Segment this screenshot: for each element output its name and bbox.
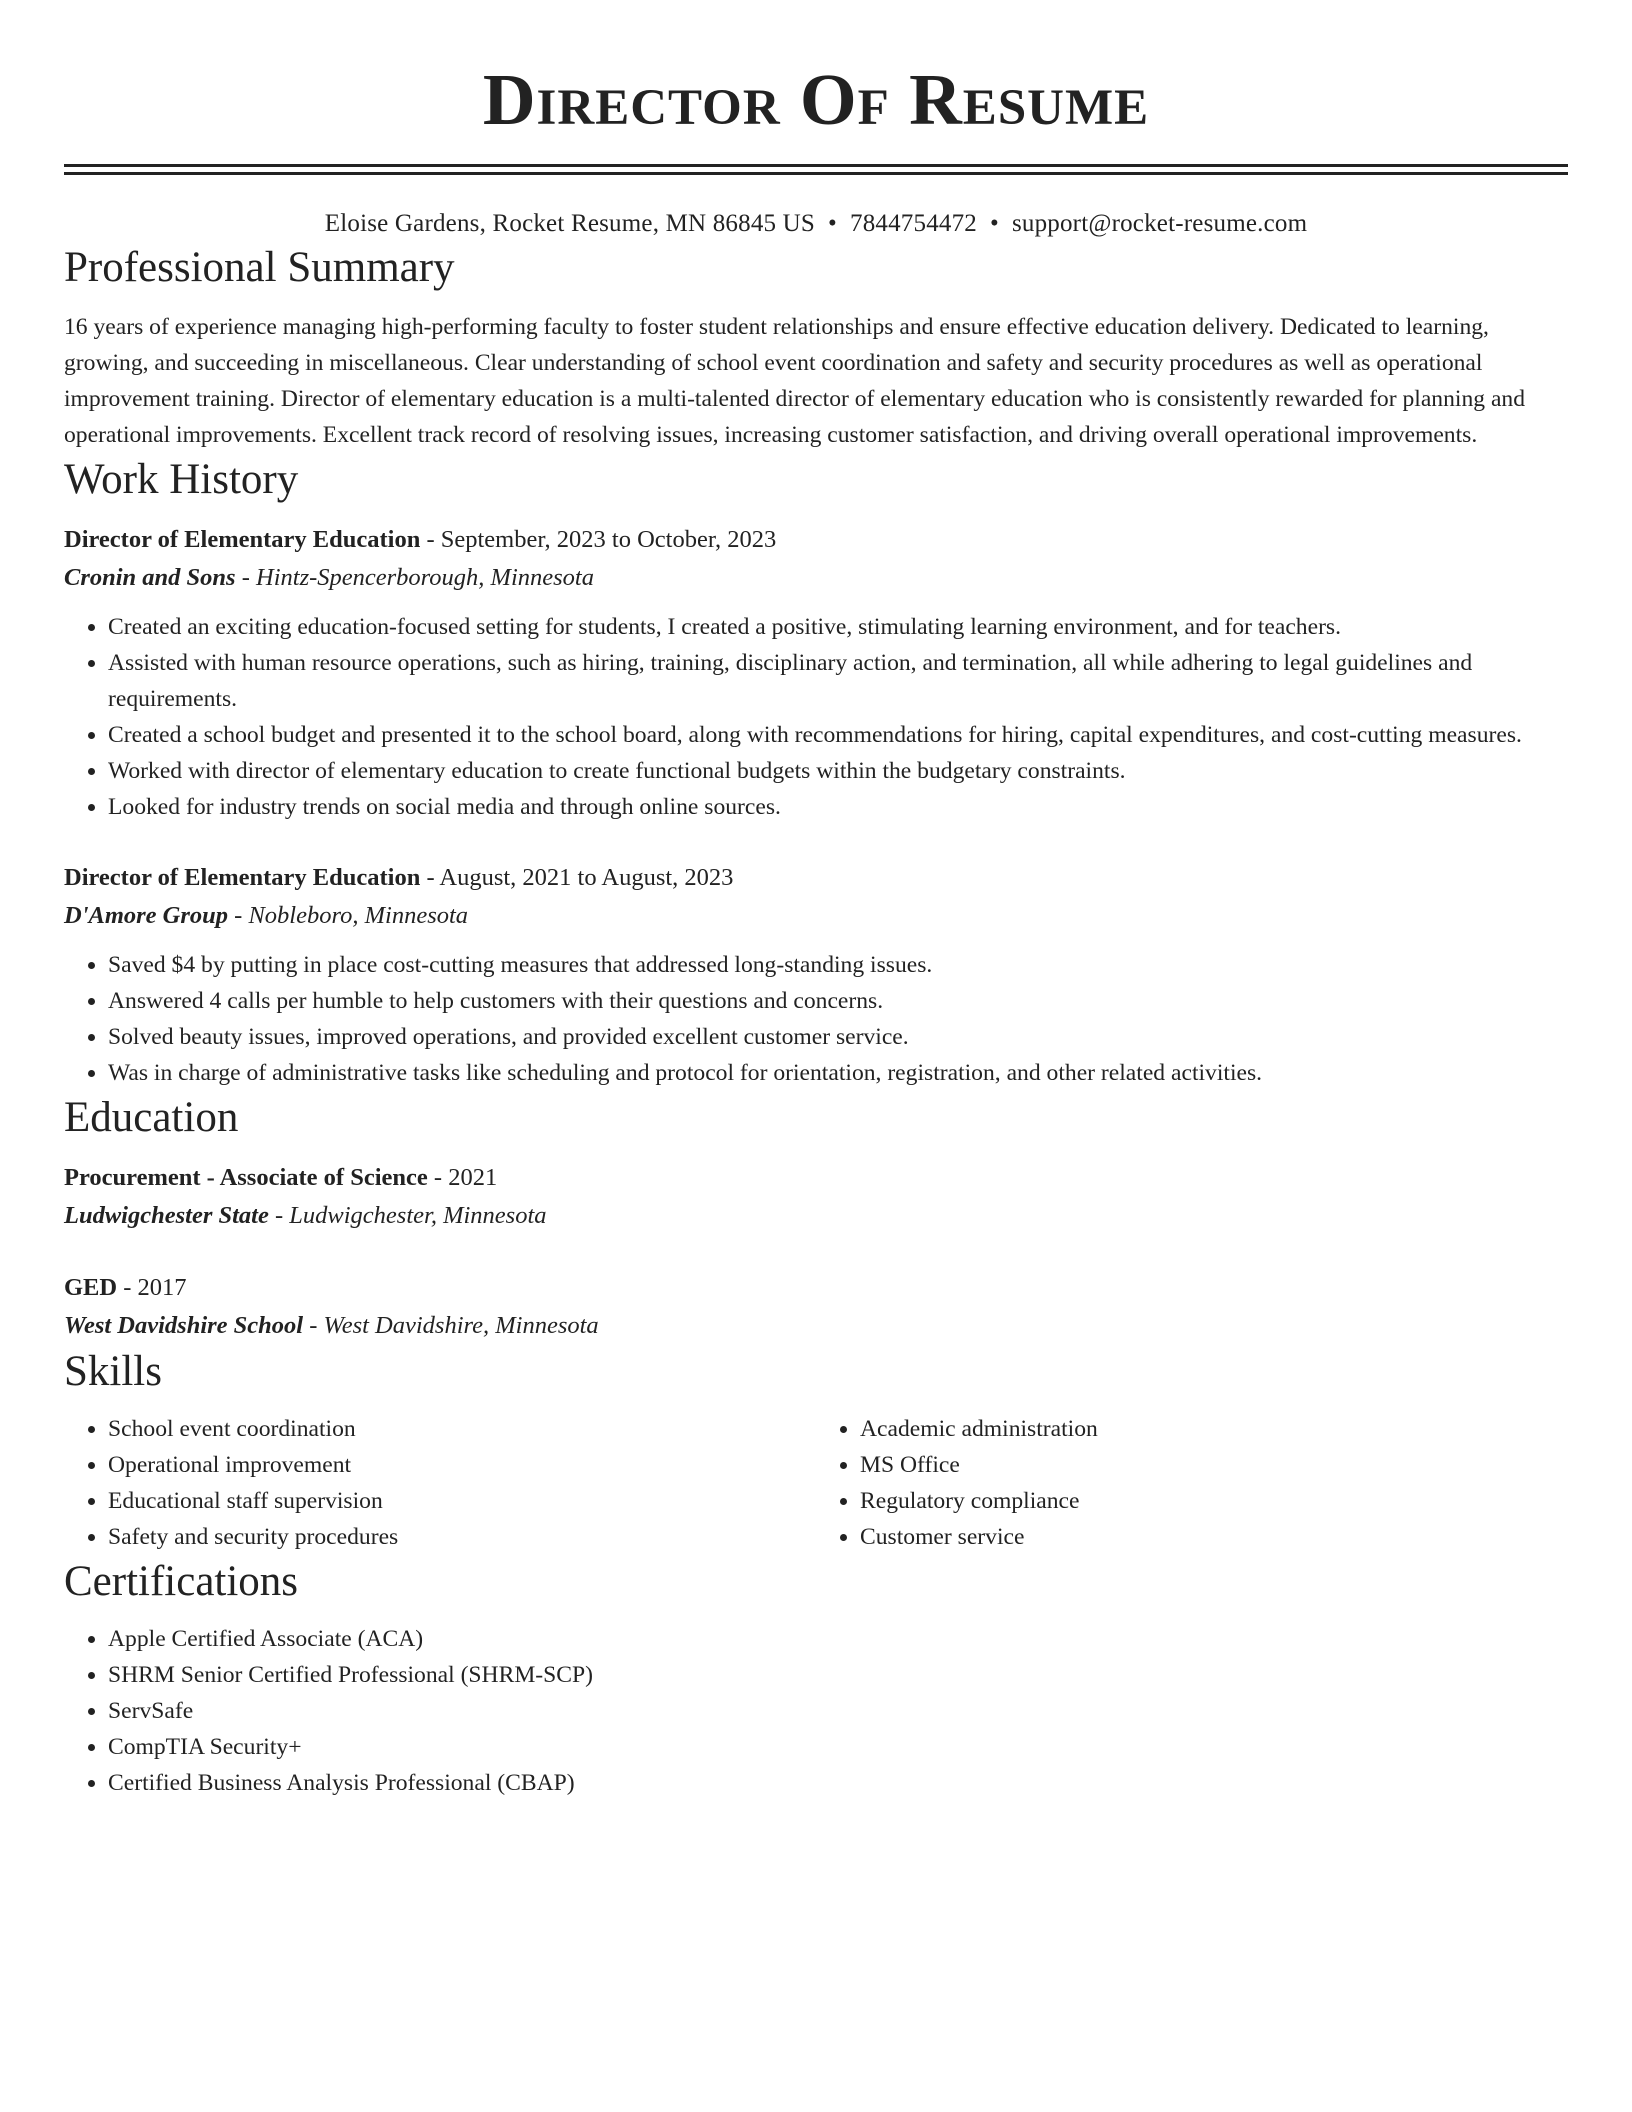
job-entry <box>64 521 1568 825</box>
section-title-skills: Skills <box>64 1348 162 1395</box>
education-entry <box>64 1159 1568 1235</box>
education-school: West Davidshire School <box>64 1312 304 1339</box>
list-item: • Solved beauty issues, improved operations, and provided excellent customer service. <box>108 1019 1568 1055</box>
job-company: Cronin and Sons <box>64 564 236 591</box>
list-item: • SHRM Senior Certified Professional (SHRM-SCP) <box>108 1657 1568 1693</box>
section-title-summary: Professional Summary <box>64 244 455 291</box>
job-bullets <box>64 609 1568 825</box>
list-item: • ServSafe <box>108 1693 1568 1729</box>
job-company: D'Amore Group <box>64 902 229 929</box>
job-title-line <box>64 521 1568 559</box>
job-entry <box>64 859 1568 1091</box>
list-item: • Educational staff supervision <box>108 1483 816 1519</box>
list-item: • Created a school budget and presented it to the school board, along with recommendations for hiring, capital expenditures, and cost-cutting measures. <box>108 717 1568 753</box>
job-bullets <box>64 947 1568 1091</box>
list-item: • School event coordination <box>108 1411 816 1447</box>
summary-text: 16 years of experience managing high-performing faculty to foster student relationships and ensure effective education delivery. Dedicated to learning, growing, and succeeding in miscellaneous. Clear understanding of school event coordination and safety and security procedures as well as operational improvement training. Director of elementary education is a multi-talented director of elementary education who is consistently rewarded for planning and operational improvements. Excellent track record of resolving issues, increasing customer satisfaction, and driving overall operational improvements. <box>64 314 1526 448</box>
job-location: - Nobleboro, Minnesota <box>228 902 469 929</box>
list-item: • Answered 4 calls per humble to help customers with their questions and concerns. <box>108 983 1568 1019</box>
education-school-line <box>64 1197 1568 1235</box>
education-location: - West Davidshire, Minnesota <box>303 1312 599 1339</box>
job-role: Director of Elementary Education <box>64 864 421 891</box>
contact-email: support@rocket-resume.com <box>1011 210 1308 237</box>
contact-phone: 7844754472 <box>850 210 977 237</box>
list-item: • Customer service <box>860 1519 1568 1555</box>
list-item: • Was in charge of administrative tasks like scheduling and protocol for orientation, registration, and other related activities. <box>108 1055 1568 1091</box>
list-item: • MS Office <box>860 1447 1568 1483</box>
section-title-certifications: Certifications <box>64 1558 299 1605</box>
education-degree: Procurement - Associate of Science <box>64 1164 428 1191</box>
list-item: • Saved $4 by putting in place cost-cutting measures that addressed long-standing issues. <box>108 947 1568 983</box>
list-item: • Created an exciting education-focused setting for students, I created a positive, stimulating learning environment, and for teachers. <box>108 609 1568 645</box>
list-item: • Certified Business Analysis Professional (CBAP) <box>108 1765 1568 1801</box>
education-location: - Ludwigchester, Minnesota <box>268 1202 547 1229</box>
list-item: • CompTIA Security+ <box>108 1729 1568 1765</box>
contact-line <box>64 207 1568 241</box>
contact-separator: • <box>828 210 837 237</box>
contact-address: Eloise Gardens, Rocket Resume, MN 86845 US <box>324 210 816 237</box>
job-dates: - September, 2023 to October, 2023 <box>420 526 777 553</box>
education-year: - 2021 <box>427 1164 498 1191</box>
contact-separator: • <box>990 210 999 237</box>
education-school: Ludwigchester State <box>64 1202 269 1229</box>
section-title-education: Education <box>64 1094 239 1141</box>
list-item: • Looked for industry trends on social media and through online sources. <box>108 789 1568 825</box>
job-role: Director of Elementary Education <box>64 526 421 553</box>
list-item: • Safety and security procedures <box>108 1519 816 1555</box>
list-item: • Assisted with human resource operations, such as hiring, training, disciplinary action, and termination, all while adhering to legal guidelines and requirements. <box>108 645 1568 717</box>
education-degree: GED <box>64 1274 118 1301</box>
skills-columns <box>64 1411 1568 1555</box>
education-school-line <box>64 1307 1568 1345</box>
job-location: - Hintz-Spencerborough, Minnesota <box>235 564 594 591</box>
resume-name: Director Of Resume <box>482 59 1150 140</box>
education-degree-line <box>64 1269 1568 1307</box>
education-year: - 2017 <box>117 1274 187 1301</box>
list-item: • Apple Certified Associate (ACA) <box>108 1621 1568 1657</box>
job-company-line <box>64 897 1568 935</box>
list-item: • Academic administration <box>860 1411 1568 1447</box>
skills-list-right <box>816 1411 1568 1555</box>
certifications-list <box>64 1621 1568 1801</box>
section-title-work-history: Work History <box>64 456 299 503</box>
header-double-rule <box>64 164 1568 175</box>
list-item: • Operational improvement <box>108 1447 816 1483</box>
list-item: • Worked with director of elementary education to create functional budgets within the budgetary constraints. <box>108 753 1568 789</box>
job-dates: - August, 2021 to August, 2023 <box>420 864 734 891</box>
job-company-line <box>64 559 1568 597</box>
education-degree-line <box>64 1159 1568 1197</box>
skills-list-left <box>64 1411 816 1555</box>
education-entry <box>64 1269 1568 1345</box>
list-item: • Regulatory compliance <box>860 1483 1568 1519</box>
job-title-line <box>64 859 1568 897</box>
